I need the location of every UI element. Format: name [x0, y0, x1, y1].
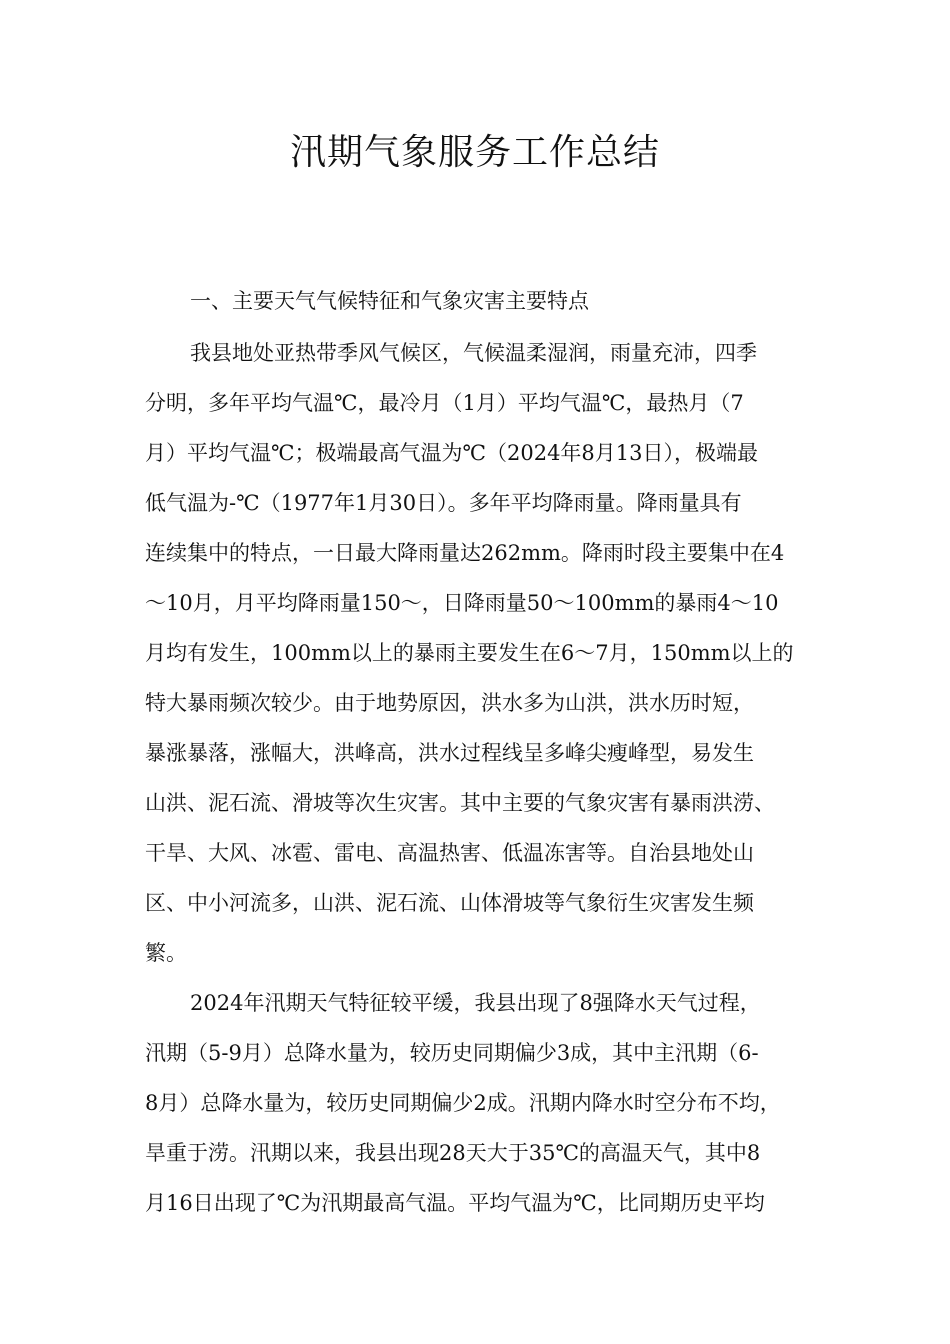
- paragraph-line: 连续集中的特点，一日最大降雨量达262mm。降雨时段主要集中在4: [145, 541, 785, 565]
- paragraph-line: 暴涨暴落，涨幅大，洪峰高，洪水过程线呈多峰尖瘦峰型，易发生: [145, 741, 754, 765]
- paragraph-line: 低气温为-℃（1977年1月30日）。多年平均降雨量。降雨量具有: [145, 491, 742, 515]
- paragraph-line: 月）平均气温℃；极端最高气温为℃（2024年8月13日），极端最: [145, 441, 759, 465]
- paragraph-line: 月16日出现了℃为汛期最高气温。平均气温为℃，比同期历史平均: [145, 1191, 765, 1215]
- paragraph-line: ～10月，月平均降雨量150～，日降雨量50～100mm的暴雨4～10: [145, 591, 779, 615]
- paragraph-line: 旱重于涝。汛期以来，我县出现28天大于35℃的高温天气，其中8: [145, 1141, 761, 1165]
- paragraph-line: 山洪、泥石流、滑坡等次生灾害。其中主要的气象灾害有暴雨洪涝、: [145, 791, 775, 815]
- paragraph-line: 特大暴雨频次较少。由于地势原因，洪水多为山洪，洪水历时短，: [145, 691, 754, 715]
- paragraph-line: 8月）总降水量为，较历史同期偏少2成。汛期内降水时空分布不均，: [145, 1091, 781, 1115]
- paragraph-line: 我县地处亚热带季风气候区，气候温柔湿润，雨量充沛，四季: [190, 341, 757, 365]
- paragraph-line: 月均有发生，100mm以上的暴雨主要发生在6～7月，150mm以上的: [145, 641, 794, 665]
- paragraph-line: 区、中小河流多，山洪、泥石流、山体滑坡等气象衍生灾害发生频: [145, 891, 754, 915]
- paragraph-line: 干旱、大风、冰雹、雷电、高温热害、低温冻害等。自治县地处山: [145, 841, 754, 865]
- section-heading: 一、主要天气气候特征和气象灾害主要特点: [190, 289, 589, 313]
- paragraph-line: 汛期（5-9月）总降水量为，较历史同期偏少3成，其中主汛期（6-: [145, 1041, 759, 1065]
- paragraph-line: 2024年汛期天气特征较平缓，我县出现了8强降水天气过程，: [190, 991, 761, 1015]
- paragraph-line: 分明，多年平均气温℃，最冷月（1月）平均气温℃，最热月（7: [145, 391, 744, 415]
- document-title: 汛期气象服务工作总结: [289, 132, 660, 173]
- paragraph-line: 繁。: [145, 941, 187, 965]
